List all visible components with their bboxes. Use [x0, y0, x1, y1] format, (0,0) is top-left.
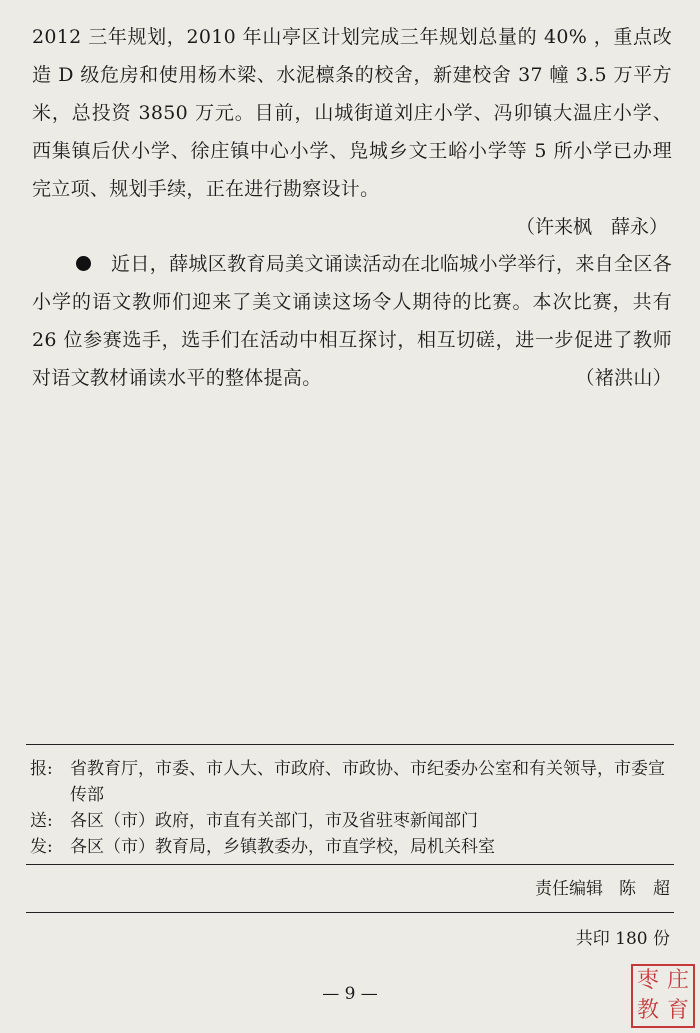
seal-char: 教 [636, 998, 659, 1023]
seal-char: 庄 [666, 968, 689, 993]
distribution-value: 各区（市）政府，市直有关部门，市及省驻枣新闻部门 [70, 811, 478, 831]
divider-middle [26, 864, 674, 865]
article-credit-2: （褚洪山） [575, 367, 672, 389]
divider-bottom [26, 912, 674, 913]
distribution-key: 发: [30, 837, 53, 857]
article-paragraph-2 [32, 245, 672, 397]
article-credit-1: （许来枫 薛永） [515, 216, 668, 238]
article-paragraph-2-text: 近日，薛城区教育局美文诵读活动在北临城小学举行，来自全区各小学的语文教师们迎来了美文诵读这场令人期待的比赛。本次比赛，共有 26 位参赛选手，选手们在活动中相互探讨，相互切磋，进一步促进了教师对语文教材诵读水平的整体提高。 [32, 253, 672, 389]
distribution-row-fa [30, 834, 670, 860]
distribution-value: 各区（市）教育局，乡镇教委办，市直学校，局机关科室 [70, 837, 495, 857]
distribution-row-bao [30, 756, 670, 808]
print-count: 共印 180 份 [575, 929, 670, 949]
bullet-icon [76, 256, 91, 271]
seal-char: 枣 [636, 968, 659, 993]
distribution-list [30, 756, 670, 860]
distribution-row-song [30, 808, 670, 834]
editor-name: 陈 超 [619, 879, 670, 899]
article-paragraph-1: 2012 三年规划，2010 年山亭区计划完成三年规划总量的 40% ，重点改造 D 级危房和使用杨木梁、水泥檩条的校舍，新建校舍 37 幢 3.5 万平方米，总投资 3850 万元。目前，山城街道刘庄小学、冯卯镇大温庄小学、西集镇后伏小学、徐庄镇中心小学、凫城乡文王峪小学等 5 所小学已办理完立项、规划手续，正在进行勘察设计。 [32, 26, 672, 200]
page-number: — 9 — [322, 984, 378, 1004]
editor-label: 责任编辑 [535, 879, 603, 899]
divider-top [26, 744, 674, 745]
distribution-value: 省教育厅，市委、市人大、市政府、市政协、市纪委办公室和有关领导，市委宣传部 [70, 759, 665, 805]
responsible-editor [535, 876, 670, 902]
distribution-key: 报: [30, 759, 53, 779]
distribution-key: 送: [30, 811, 53, 831]
seal-char: 育 [666, 998, 689, 1023]
seal-stamp [631, 964, 695, 1028]
